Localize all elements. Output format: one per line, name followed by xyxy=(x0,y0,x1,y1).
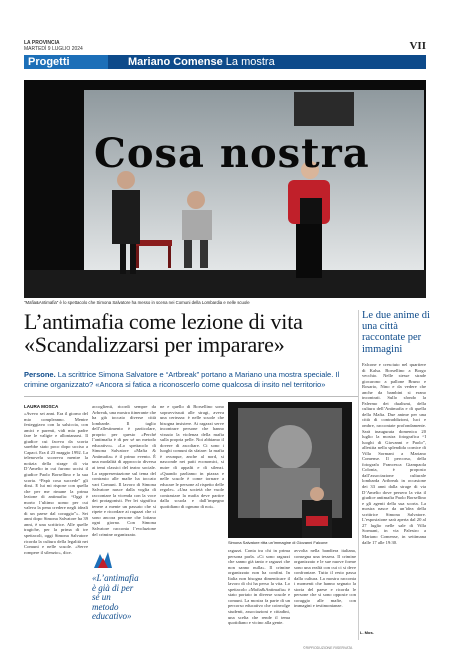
article-column-4: ragazzi. Conta tra chi in prima persona parla. «Ci sono ragazzi che sanno già tanto e ragazzi che non sanno nulla». Il crimine organizzato non ha confini. In Italia non bisogna dimenticare il lavoro di chi ha perso la vita. Lo spettacolo «Mafia&Antimafia» è stato portato in diverse scuole e comuni. La mostra fa parte di un percorso educativo che coinvolge studenti, associazioni e cittadini, una scelta che rende il tema quotidiano e vicino alla gente. xyxy=(228,548,290,626)
headline-line-2: «Scandalizzarsi per imparare» xyxy=(24,332,285,357)
section-location xyxy=(128,55,275,69)
sidebar-author: L. Mos. xyxy=(360,630,374,635)
stage-title: Cosa nostra xyxy=(94,130,370,177)
divider xyxy=(24,396,358,397)
article-column-5: avvolta nella bandiera italiana, consegna una tessera. Il crimine organizzato e le sue nuove forme sono una realtà con cui ci si deve confrontare. Tutto il resto passa dalla cultura. La mostra racconta i momenti che hanno segnato la storia del paese e ricorda le persone che si sono opposte con coraggio alle mafie, con immagini e testimonianze. xyxy=(294,548,356,609)
pull-quote: «L’antimafia è già di per sé un metodo educativo» xyxy=(92,573,139,621)
logo-mark-icon xyxy=(92,550,114,570)
article-column-3: ne e quello di Borsellino sono sopravvissuti alle stragi, aveva una certezza: è nelle scuole che bisogna insistere. Ai ragazzi serve incontrare persone che hanno vissuto la violenza della mafia sulla propria pelle. Noi abbiamo il dovere di ascoltare. Ci sono i luoghi comuni da sfatare: la mafia è ovunque, anche al nord, si nasconde nei patti economici, si nutre di appalti e di silenzi. «Quando parliamo in piazza e nelle scuole è come tornare a educare le persone al rispetto delle regole». «Una società che vuole contrastare la mafia deve partire dalla scuola e dall’impegno quotidiano di ognuno di noi». xyxy=(160,404,224,509)
summary-text: La scrittrice Simona Salvatore e “Artbreak” portano a Mariano una mostra speciale. Il crimine organizzato? «Ancora si fatica a riconoscerlo come qualcosa di insito nel territorio» xyxy=(24,370,340,389)
stage-photo xyxy=(24,80,426,298)
section-bar xyxy=(24,55,426,69)
sidebar-text: Falcone e cresciuto nel quartiere di Kalsa. Borsellino a Borgo vecchio. Nelle stesse strade giocarono a pallone Bruno e Rosario, Nino e da vedere che anche da bambini si erano incontrati. Sullo sfondo la Palermo dei dualismi, della cultura dell’Antimafia e di quella della Mafia. Due anime per una città di contraddizioni, luci e ombre, raccontate profondamente. Sarà inaugurata domenica 20 luglio la mostra fotografica “I luoghi di Giovanni e Paolo”, allestita nella splendida cornice di Villa Sormani a Mariano Comense. Il percorso, della fotografa Francesca Giampaola Colonia, è proposto dall’associazione culturale lombarda Artbreak in occasione dei 33 anni dalla strage di via D’Amelio dove persero la vita il giudice antimafia Paolo Borsellino e gli agenti della sua scorta. La mostra nasce da un’idea della scrittrice Simona Salvatore. L’esposizione sarà aperta dal 20 al 27 luglio nelle sale di Villa Sormani, in via Palestro a Mariano Comense, in settimana dalle 17 alle 19:30. xyxy=(362,362,426,545)
summary xyxy=(24,370,358,389)
byline: LAURA MOSCA xyxy=(24,404,59,409)
masthead-name: LA PROVINCIA xyxy=(24,40,60,46)
photo-caption: "Mafia&Antimafia" è lo spettacolo che Simona Salvatore ha messo in scena nei Comuni della Lombardia e nelle scuole xyxy=(24,300,250,305)
page-number: VII xyxy=(409,40,426,52)
stage-photo-illustration xyxy=(24,80,426,298)
sidebar-divider xyxy=(358,310,359,640)
article-column-1: «Avevo sei anni. Era il giorno del mio compleanno. Mentre festeggiavo con la salsiccia, con amici e parenti, vidi mio padre fare le valigie e allontanarsi. Il giudice cui faceva da scorta sarebbe stato poco dopo ucciso a Capaci. Era il 23 maggio 1992. La telenovela scorreva mentre la notizia della strage di via D’Amelio in cui furono uccisi il giudice Paolo Borsellino e la sua scorta. “Papà cosa succede” gli dissi. E lui mi rispose con quella che per me rimane la prima lezione di antimafia: “Oggi è morto l’ultimo uomo per cui valeva la pena credere negli ideali di un paese dal coraggio”». Sei anni dopo Simona Salvatore ha 39 anni, è una scrittrice. Alle quelle tragiche, per la prima di tre spettacoli, oggi Simona Salvatore ricorda la cultura della legalità nei Comuni e nelle scuole. «Serve rompere il silenzio», dice. xyxy=(24,411,88,555)
masthead xyxy=(24,40,83,52)
exhibit-photo-caption: Simona Salvatore ritta un’immagine di Giovanni Falcone xyxy=(228,540,328,545)
headline xyxy=(24,310,354,356)
exhibit-photo-illustration xyxy=(228,402,352,538)
exhibit-photo xyxy=(228,402,352,538)
section-label: Progetti xyxy=(24,55,108,69)
location-bold: Mariano Comense xyxy=(128,56,223,68)
headline-line-1: L’antimafia come lezione di vita xyxy=(24,309,303,334)
sidebar-title: Le due anime di una città raccontate per immagini xyxy=(362,310,430,355)
summary-lead: Persone. xyxy=(24,370,56,379)
masthead-date: MARTEDÌ 9 LUGLIO 2024 xyxy=(24,46,83,52)
article-column-2: accoglienti, ricordi sempre da Arbreak, una mostra itinerante che ha già toccato diverse città lombarde. Il taglio dell’allestimento è particolare, proprio per questo «Perché l’antimafia è di per sé un metodo educativo». «Lo spettacolo di Simona Salvatore «Mafia & Antimafia» è il primo evento. È una modalità di approccio diversa ai temi classici del teatro sociale. La rappresentazione sul tema del contrasto alle mafie ha toccato vari Comuni. Il lavoro di Simona Salvatore nasce dalla voglia di raccontare la vicenda con la voce dei protagonisti. Per lei significa tenere a mente un passato che si ripete e ricordare ai ragazzi che ci sono ancora persone che lottano ogni giorno. Con Simona Salvatore racconta l’evoluzione del crimine organizzato. xyxy=(92,404,156,537)
publisher-logo xyxy=(92,550,114,575)
location-rest: La mostra xyxy=(222,56,275,68)
page-credit: ©RIPRODUZIONE RISERVATA xyxy=(303,646,353,650)
